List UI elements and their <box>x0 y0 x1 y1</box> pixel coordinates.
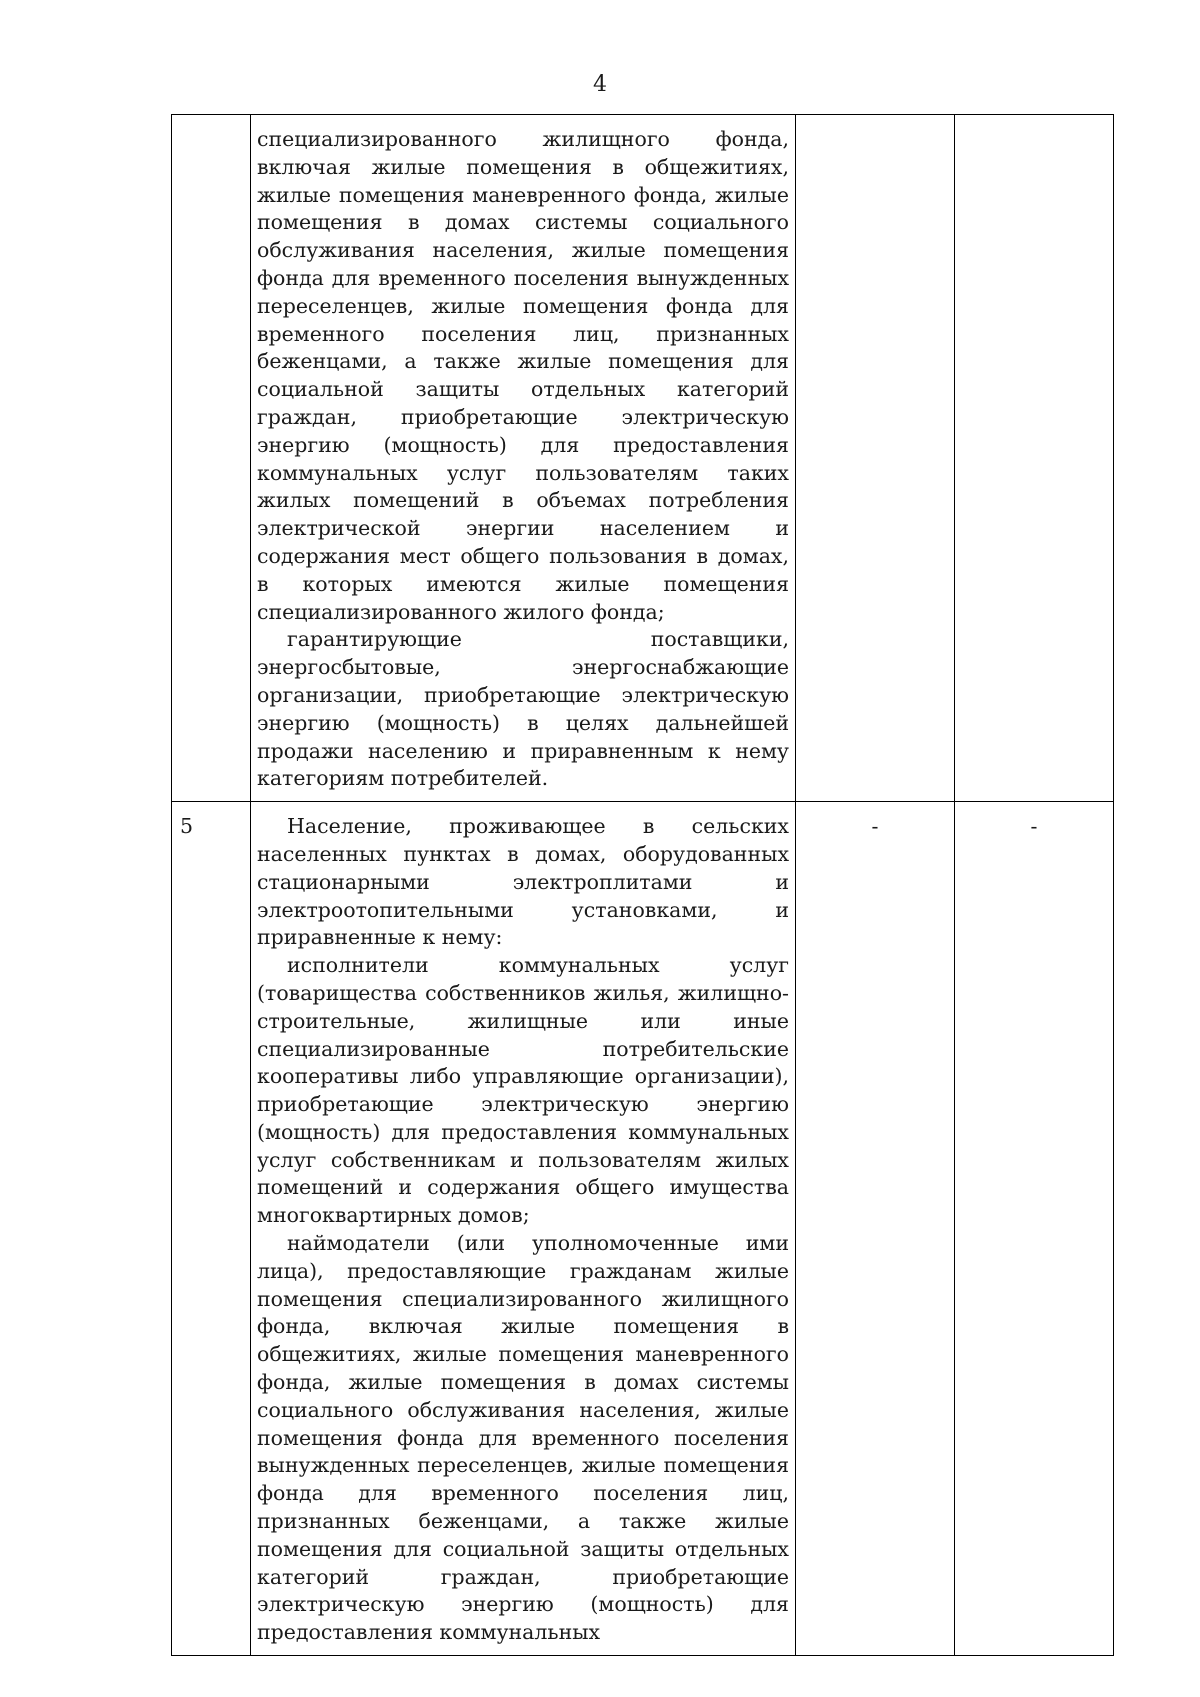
value-cell <box>796 115 955 802</box>
row-number-cell: 5 <box>172 802 251 1656</box>
paragraph: наймодатели (или уполномоченные ими лица), предоставляющие гражданам жилые помещения специализированного жилищного фонда, включая жилые помещения в общежитиях, жилые помещения маневренного фонда, жилые помещения в домах системы социального обслуживания населения, жилые помещения фонда для временного поселения вынужденных переселенцев, жилые помещения фонда для временного поселения лиц, признанных беженцами, а также жилые помещения для социальной защиты отдельных категорий граждан, приобретающие электрическую энергию (мощность) для предоставления коммунальных <box>257 1231 789 1645</box>
paragraph: исполнители коммунальных услуг (товарищества собственников жилья, жилищно-строительные, жилищные или иные специализированные потребительские кооперативы либо управляющие организации), приобретающие электрическую энергию (мощность) для предоставления коммунальных услуг собственникам и пользователям жилых помещений и содержания общего имущества многоквартирных домов; <box>257 953 789 1228</box>
table-row <box>172 802 1114 1656</box>
value-cell: - <box>955 802 1114 1656</box>
page-number: 4 <box>593 72 607 97</box>
paragraph: специализированного жилищного фонда, включая жилые помещения в общежитиях, жилые помещения маневренного фонда, жилые помещения в домах системы социального обслуживания населения, жилые помещения фонда для временного поселения вынужденных переселенцев, жилые помещения фонда для временного поселения лиц, признанных беженцами, а также жилые помещения для социальной защиты отдельных категорий граждан, приобретающие электрическую энергию (мощность) для предоставления коммунальных услуг пользователям таких жилых помещений в объемах потребления электрической энергии населением и содержания мест общего пользования в домах, в которых имеются жилые помещения специализированного жилого фонда; <box>257 127 789 624</box>
paragraph: Население, проживающее в сельских населенных пунктах в домах, оборудованных стационарными электроплитами и электроотопительными установками, и приравненные к нему: <box>257 814 789 950</box>
row-description-cell <box>251 115 796 802</box>
value-cell: - <box>796 802 955 1656</box>
paragraph: гарантирующие поставщики, энергосбытовые, энергоснабжающие организации, приобретающие электрическую энергию (мощность) в целях дальнейшей продажи населению и приравненным к нему категориям потребителей. <box>257 627 789 791</box>
row-number-cell <box>172 115 251 802</box>
row-description-cell <box>251 802 796 1656</box>
tariff-table <box>171 114 1114 1656</box>
table-row <box>172 115 1114 802</box>
value-cell <box>955 115 1114 802</box>
